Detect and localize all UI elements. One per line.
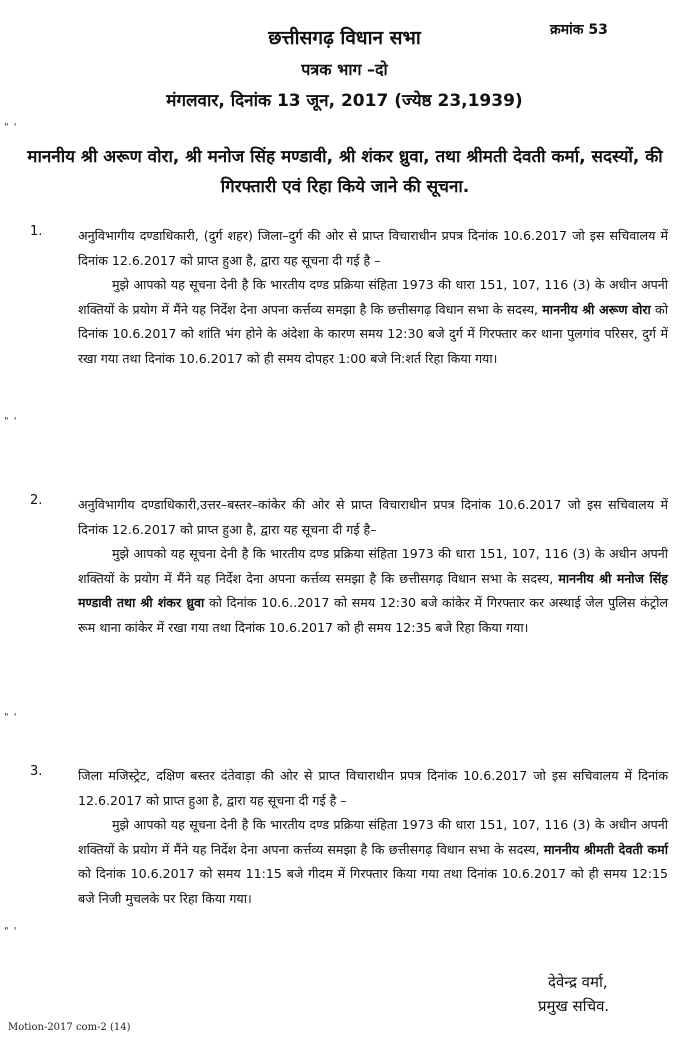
signatory-title: प्रमुख सचिव. bbox=[538, 997, 610, 1015]
member-name: माननीय श्री अरूण वोरा bbox=[542, 301, 651, 317]
item-intro: जिला मजिस्ट्रेट, दक्षिण बस्तर दंतेवाड़ा की ओर से प्राप्त विचाराधीन प्रपत्र दिनांक 10.6.2017 जो इस सचिवालय में दिनांक 12.6.2017 को प्राप्त हुआ है, द्वारा यह सूचना दी गई है – bbox=[78, 768, 668, 808]
statement-text: को दिनांक 10.6.2017 को समय 11:15 बजे गीदम में गिरफ्तार किया गया तथा दिनांक 10.6.2017 को ही समय 12:15 बजे निजी मुचलके पर रिहा किया गया। bbox=[78, 866, 668, 906]
serial-number: क्रमांक 53 bbox=[550, 22, 608, 38]
signature-block bbox=[500, 970, 670, 1018]
document-part: पत्रक भाग –दो bbox=[301, 60, 388, 79]
item-body bbox=[78, 764, 668, 912]
item-statement bbox=[78, 542, 668, 640]
statement-text: मुझे आपको यह सूचना देनी है कि भारतीय दण्ड प्रक्रिया संहिता 1973 की धारा 151, 107, 116 (3) के अधीन अपनी शक्तियों के प्रयोग में मैंने यह निर्देश देना अपना कर्त्तव्य समझा है कि छत्तीसगढ़ विधान सभा के सदस्य, bbox=[78, 546, 668, 586]
statement-text: मुझे आपको यह सूचना देनी है कि भारतीय दण्ड प्रक्रिया संहिता 1973 की धारा 151, 107, 116 (3) के अधीन अपनी शक्तियों के प्रयोग में मैंने यह निर्देश देना अपना कर्त्तव्य समझा है कि छत्तीसगढ़ विधान सभा के सदस्य, bbox=[78, 277, 668, 317]
statement-text: मुझे आपको यह सूचना देनी है कि भारतीय दण्ड प्रक्रिया संहिता 1973 की धारा 151, 107, 116 (3) के अधीन अपनी शक्तियों के प्रयोग में मैंने यह निर्देश देना अपना कर्त्तव्य समझा है कि छत्तीसगढ़ विधान सभा के सदस्य, bbox=[78, 817, 668, 857]
item-number: 3. bbox=[30, 764, 43, 779]
item-intro: अनुविभागीय दण्डाधिकारी,उत्तर–बस्तर–कांकेर की ओर से प्राप्त विचाराधीन प्रपत्र दिनांक 10.6.2017 जो इस सचिवालय में दिनांक 12.6.2017 को प्राप्त हुआ है, द्वारा यह सूचना दी गई है– bbox=[78, 497, 668, 537]
margin-mark: " ' bbox=[4, 416, 18, 427]
member-name: माननीय श्रीमती देवती कर्मा bbox=[543, 841, 668, 857]
member-name: माननीय श्री मनोज सिंह मण्डावी तथा श्री शंकर ध्रुवा bbox=[78, 570, 668, 611]
item-statement bbox=[78, 273, 668, 371]
margin-mark: " ' bbox=[4, 712, 18, 723]
signatory-name: देवेन्द्र वर्मा, bbox=[548, 973, 608, 991]
margin-mark: " ' bbox=[4, 122, 18, 133]
item-number: 2. bbox=[30, 493, 43, 508]
statement-text: को दिनांक 10.6.2017 को शांति भंग होने के अंदेशा के कारण समय 12:30 बजे दुर्ग में गिरफ्तार कर थाना पुलगांव परिसर, दुर्ग में रखा गया तथा दिनांक 10.6.2017 को ही समय दोपहर 1:00 बजे नि:शर्त रिहा किया गया। bbox=[78, 301, 668, 366]
item-body bbox=[78, 493, 668, 641]
notice-subject: माननीय श्री अरूण वोरा, श्री मनोज सिंह मण्डावी, श्री शंकर ध्रुवा, तथा श्रीमती देवती कर्मा, सदस्यों, की गिरफ्तारी एवं रिहा किये जाने की सूचना. bbox=[27, 147, 663, 197]
item-number: 1. bbox=[30, 224, 43, 239]
margin-mark: " ' bbox=[4, 926, 18, 937]
document-title: छत्तीसगढ़ विधान सभा bbox=[268, 27, 421, 49]
item-statement bbox=[78, 813, 668, 911]
statement-text: को दिनांक 10.6..2017 को समय 12:30 बजे कांकेर में गिरफ्तार कर अस्थाई जेल पुलिस कंट्रोल रूम थाना कांकेर में रखा गया तथा दिनांक 10.6.2017 को ही समय 12:35 बजे रिहा किया गया। bbox=[78, 595, 668, 635]
item-intro: अनुविभागीय दण्डाधिकारी, (दुर्ग शहर) जिला–दुर्ग की ओर से प्राप्त विचाराधीन प्रपत्र दिनांक 10.6.2017 जो इस सचिवालय में दिनांक 12.6.2017 को प्राप्त हुआ है, द्वारा यह सूचना दी गई है – bbox=[78, 228, 668, 268]
item-body bbox=[78, 224, 668, 372]
document-date: मंगलवार, दिनांक 13 जून, 2017 (ज्येष्ठ 23,1939) bbox=[166, 91, 523, 111]
footer-reference: Motion-2017 com-2 (14) bbox=[8, 1022, 131, 1033]
